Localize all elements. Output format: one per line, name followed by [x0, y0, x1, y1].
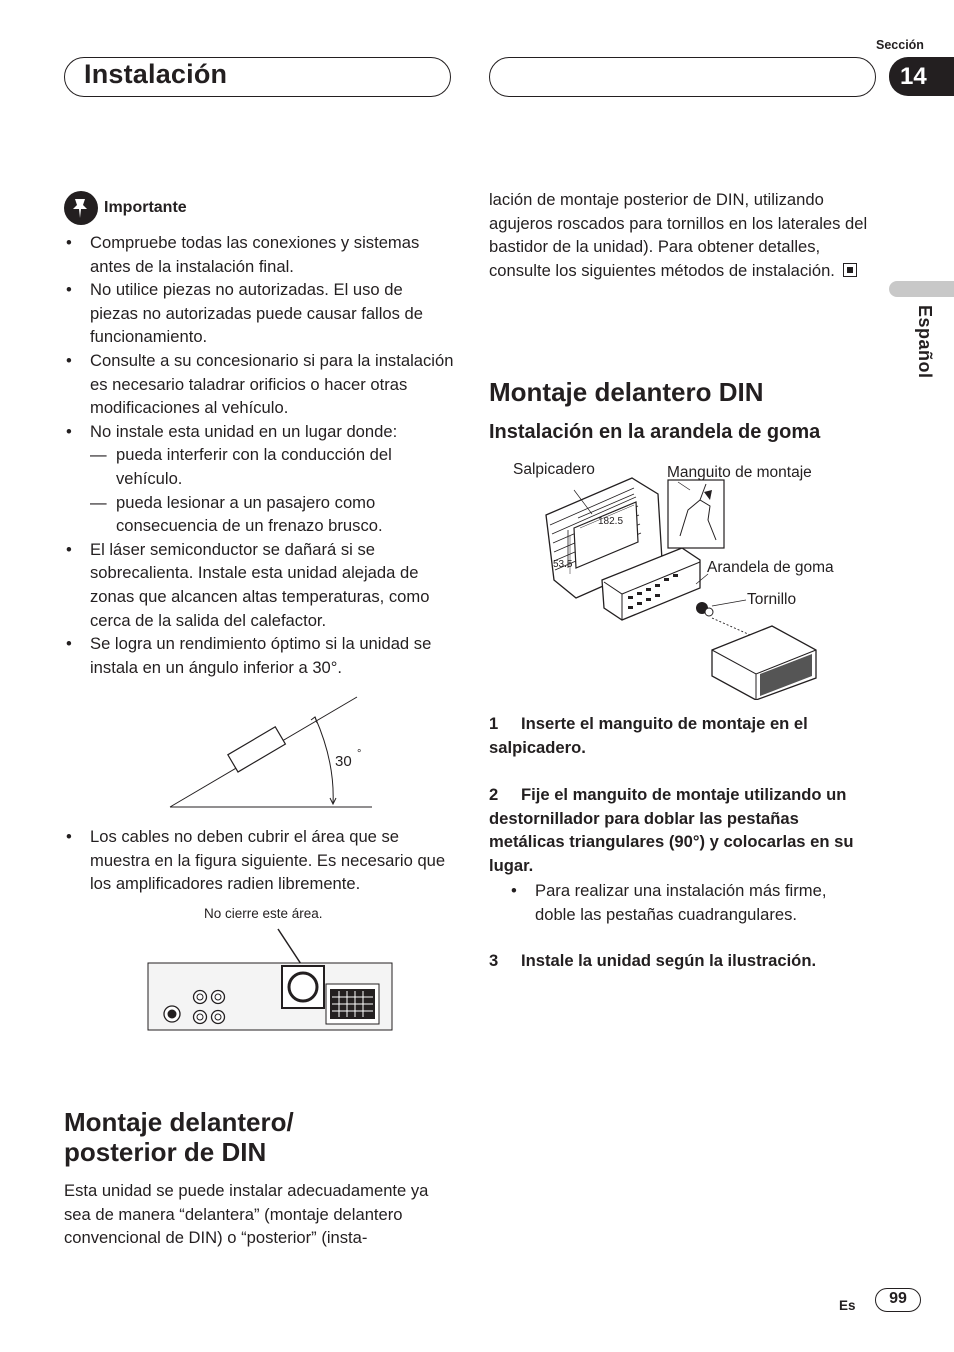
step-2: [489, 783, 879, 877]
section-label: Sección: [876, 38, 924, 52]
front-rear-text-start: Esta unidad se puede instalar adecuadamente ya sea de manera “delantera” (montaje delantero convencional de DIN) o “posterior” (insta-: [64, 1181, 429, 1248]
angle-label: 30: [335, 753, 352, 770]
sub-list-item: — pueda interferir con la conducción del vehículo.: [90, 443, 454, 490]
language-label: Español: [915, 305, 935, 379]
list-item: • Se logra un rendimiento óptimo si la unidad se instala en un ángulo inferior a 30°.: [64, 632, 454, 679]
header-blank-frame: [489, 57, 876, 97]
sub-list-item: — pueda lesionar a un pasajero como consecuencia de un frenazo brusco.: [90, 491, 454, 538]
degree-symbol: °: [357, 748, 362, 760]
label-screw: Tornillo: [747, 591, 797, 608]
heading-line: posterior de DIN: [64, 1137, 267, 1167]
language-tab: [889, 281, 954, 297]
important-list: [64, 231, 454, 679]
step-1: [489, 712, 879, 759]
list-item: • Consulte a su concesionario si para la instalación es necesario taladrar orificios o hacer otras modificaciones al vehículo.: [64, 349, 454, 420]
footer-lang-code: Es: [839, 1298, 856, 1313]
installation-figure: [540, 470, 830, 700]
list-item: • No utilice piezas no autorizadas. El uso de piezas no autorizadas puede causar fallos de funcionamiento.: [64, 278, 454, 349]
paragraph-text: lación de montaje posterior de DIN, utilizando agujeros roscados para tornillos en los laterales del bastidor de la unidad). Para obtener detalles, consulte los siguientes métodos de instalación.: [489, 190, 868, 280]
subheading-rubber-bush: Instalación en la arandela de goma: [489, 421, 821, 443]
step-2-note: [509, 879, 859, 926]
section-heading-front-rear: [64, 1107, 464, 1167]
label-rubber-bush: Arandela de goma: [707, 559, 834, 576]
list-item-text: No instale esta unidad en un lugar donde:: [90, 421, 398, 441]
section-number-badge: 14: [889, 57, 954, 96]
label-dim-height: 53.5: [553, 559, 573, 570]
step-3: [489, 949, 879, 973]
step-number: 3: [489, 951, 499, 970]
step-number: 2: [489, 785, 499, 804]
cables-note: [64, 825, 454, 896]
front-rear-text-cont: [489, 188, 881, 282]
section-heading-front: Montaje delantero DIN: [489, 377, 764, 407]
important-icon: [64, 191, 98, 225]
list-item: • Los cables no deben cubrir el área que se muestra en la figura siguiente. Es necesario que los amplificadores radien libremente.: [64, 825, 454, 896]
step-text: Instale la unidad según la ilustración.: [521, 951, 817, 970]
list-item: [64, 420, 454, 538]
rear-panel-figure: [146, 926, 396, 1034]
list-item: • Para realizar una instalación más firme, doble las pestañas cuadrangulares.: [509, 879, 859, 926]
list-item: • Compruebe todas las conexiones y sistemas antes de la instalación final.: [64, 231, 454, 278]
figure-caption: No cierre este área.: [204, 906, 323, 921]
label-mounting-sleeve: Manguito de montaje: [667, 464, 812, 481]
step-text: Inserte el manguito de montaje en el salpicadero.: [489, 714, 808, 757]
step-number: 1: [489, 714, 499, 733]
heading-line: Montaje delantero/: [64, 1107, 294, 1137]
important-label: Importante: [104, 199, 187, 216]
end-mark-icon: [843, 263, 857, 277]
page-number: 99: [889, 1290, 907, 1307]
list-item: • El láser semiconductor se dañará si se sobrecalienta. Instale esta unidad alejada de zonas que alcancen altas temperaturas, como cerca de la salida del calefactor.: [64, 538, 454, 632]
label-dim-width: 182.5: [598, 516, 624, 527]
step-text: Fije el manguito de montaje utilizando un destornillador para doblar las pestañas metálicas triangulares (90°) y colocarlas en su lugar.: [489, 785, 854, 875]
label-dashboard: Salpicadero: [513, 461, 595, 478]
page-title: Instalación: [84, 59, 228, 89]
